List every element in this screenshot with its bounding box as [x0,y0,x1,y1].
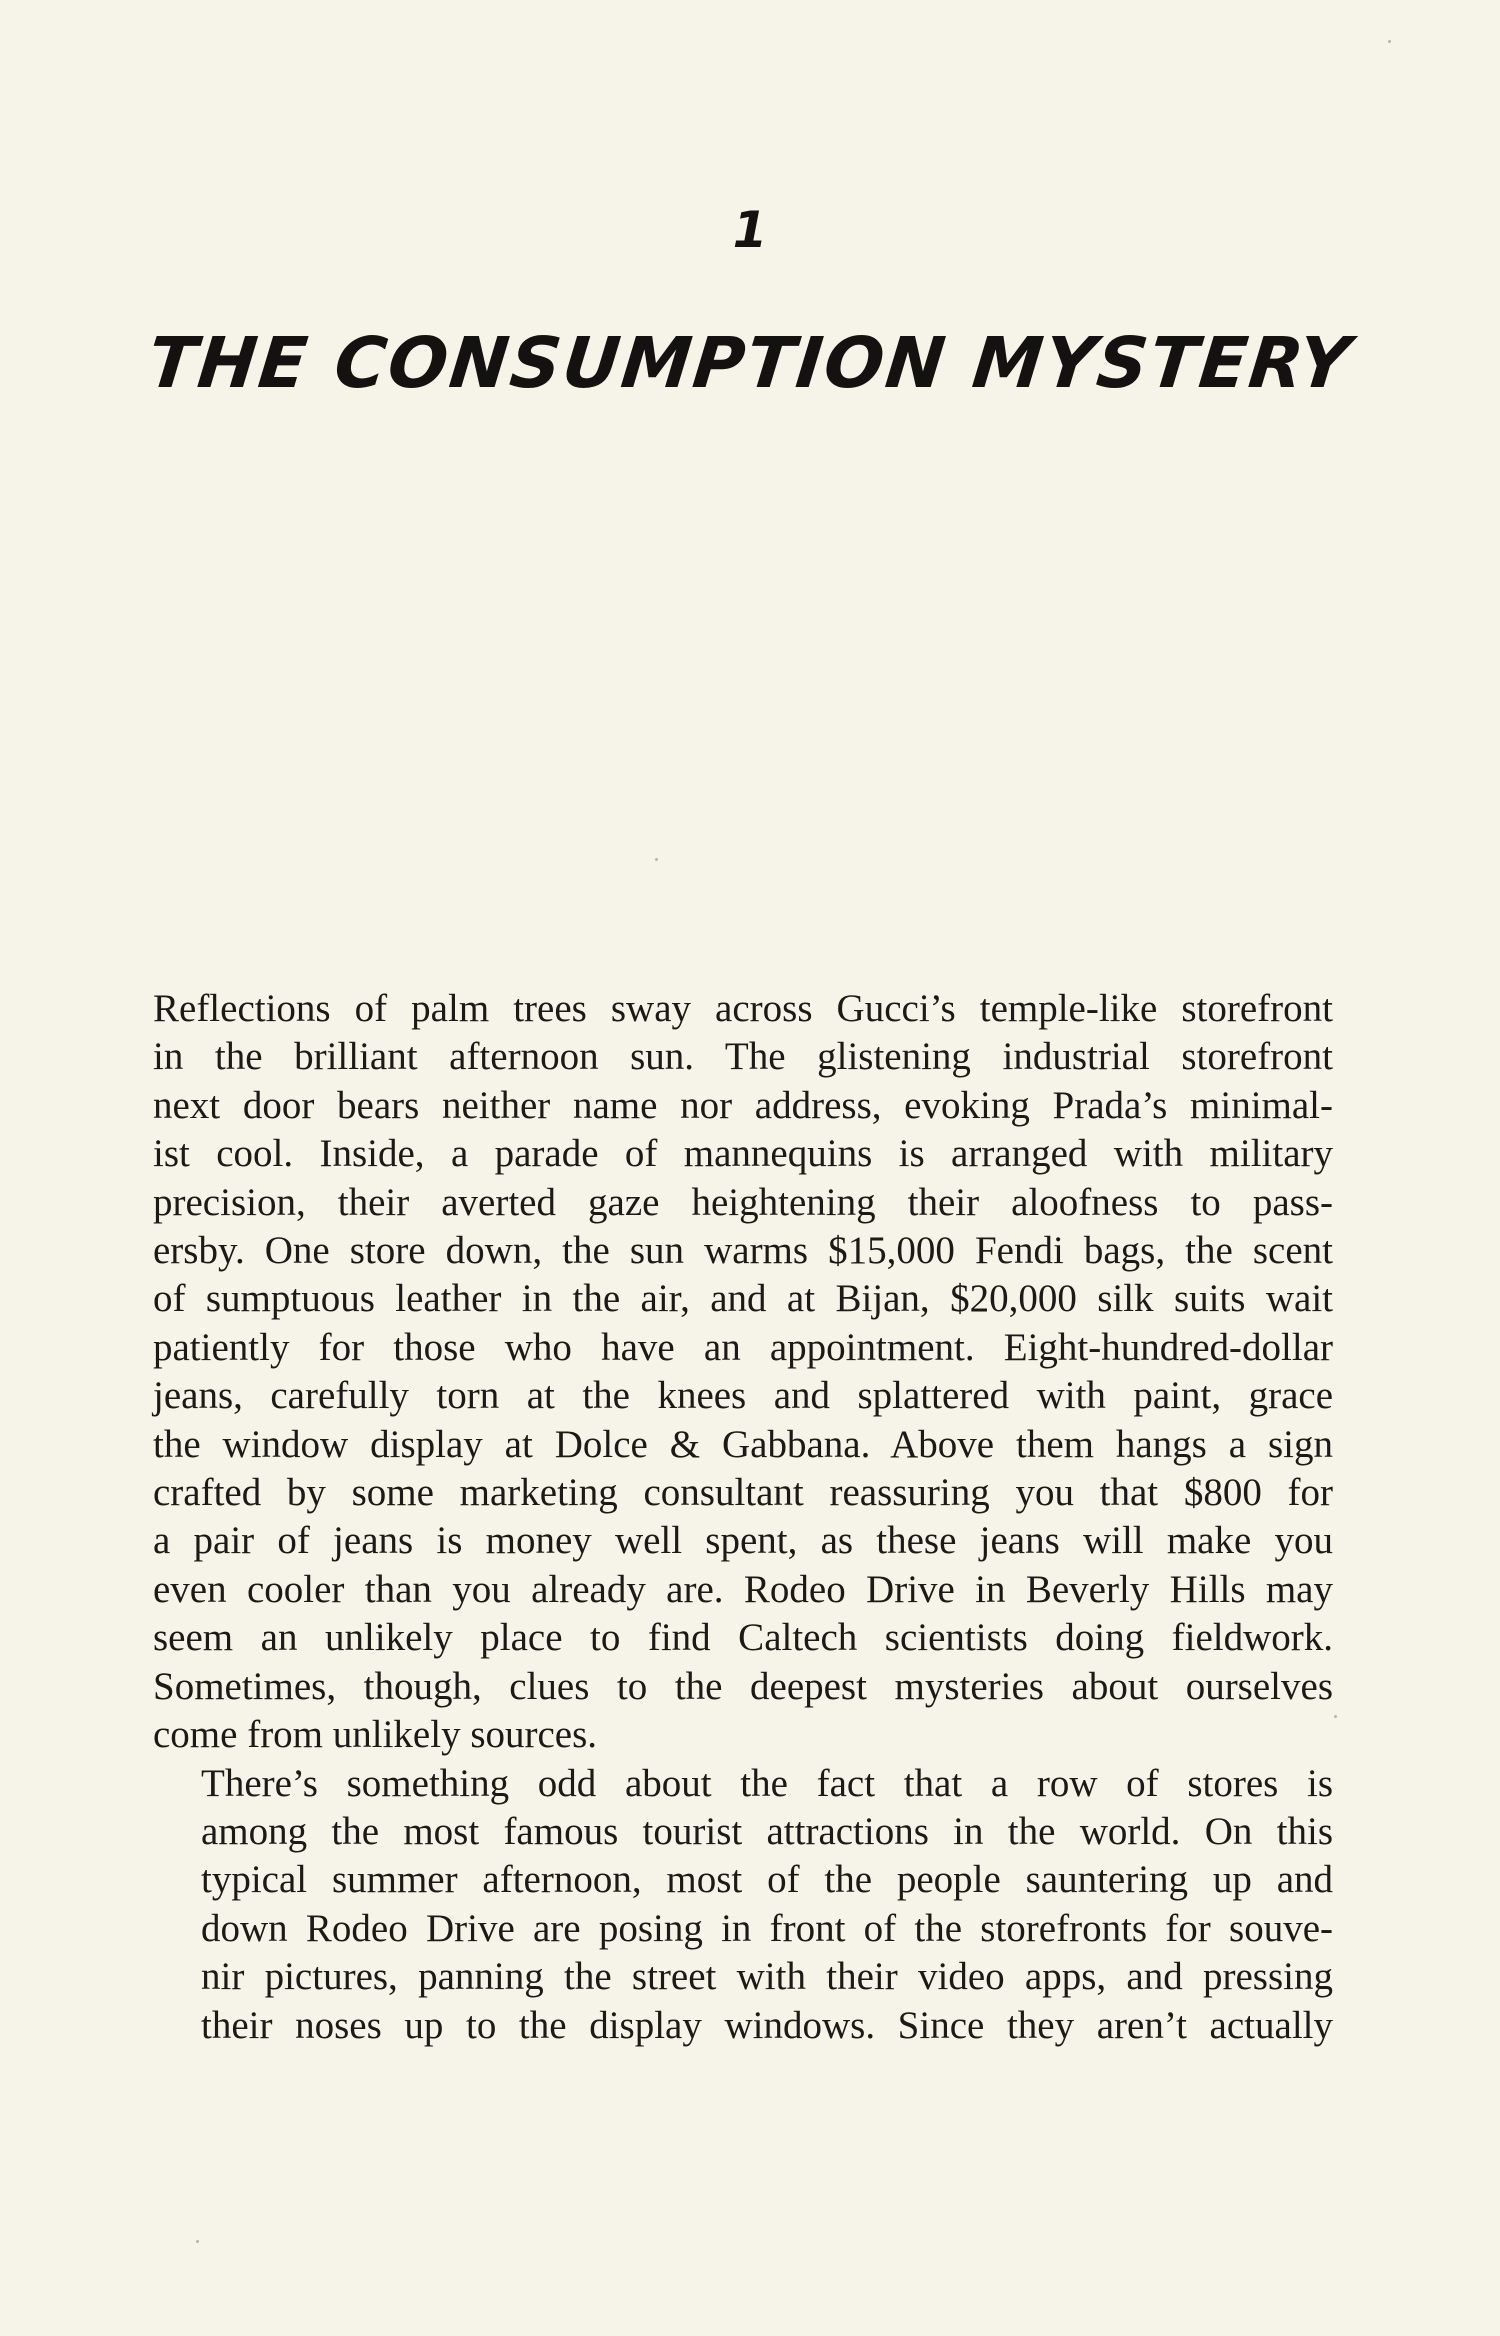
body-text [153,985,1333,2050]
text-line: ersby. One store down, the sun warms $15,000 Fendi bags, the scent [153,1229,1333,1273]
chapter-number: 1 [732,201,768,259]
text-line: typical summer afternoon, most of the people sauntering up and [201,1858,1333,1902]
paper-speck [1334,1715,1337,1718]
text-line: There’s something odd about the fact that a row of stores is [201,1761,1333,1805]
paper-speck [655,858,658,861]
text-line: ist cool. Inside, a parade of mannequins is arranged with military [153,1132,1333,1176]
text-line: down Rodeo Drive are posing in front of the storefronts for souve- [201,1906,1333,1950]
text-line: precision, their averted gaze heightening their aloofness to pass- [153,1180,1333,1224]
text-line: even cooler than you already are. Rodeo Drive in Beverly Hills may [153,1567,1333,1611]
text-line: patiently for those who have an appointment. Eight-hundred-dollar [153,1325,1333,1369]
text-line: come from unlikely sources. [153,1713,598,1757]
text-line: among the most famous tourist attractions in the world. On this [201,1809,1333,1853]
text-line: in the brilliant afternoon sun. The glistening industrial storefront [153,1035,1333,1079]
text-line: the window display at Dolce & Gabbana. Above them hangs a sign [153,1422,1333,1466]
paper-speck [1388,40,1391,43]
text-line: a pair of jeans is money well spent, as these jeans will make you [153,1519,1333,1563]
text-line: Reflections of palm trees sway across Gucci’s temple-like storefront [153,987,1333,1030]
text-line: their noses up to the display windows. Since they aren’t actually [201,2003,1333,2047]
chapter-title: THE CONSUMPTION MYSTERY [144,322,1356,404]
paper-speck [196,2240,199,2243]
text-line: next door bears neither name nor address, evoking Prada’s minimal- [153,1083,1333,1127]
text-line: Sometimes, though, clues to the deepest mysteries about ourselves [153,1664,1333,1708]
text-line: jeans, carefully torn at the knees and splattered with paint, grace [153,1374,1333,1418]
text-line: of sumptuous leather in the air, and at Bijan, $20,000 silk suits wait [153,1277,1333,1321]
text-line: nir pictures, panning the street with their video apps, and pressing [201,1955,1333,1999]
paragraph-1 [153,985,1333,1760]
paragraph-2 [153,1760,1333,2050]
text-line: crafted by some marketing consultant reassuring you that $800 for [153,1471,1333,1515]
text-line: seem an unlikely place to find Caltech scientists doing fieldwork. [153,1616,1333,1660]
